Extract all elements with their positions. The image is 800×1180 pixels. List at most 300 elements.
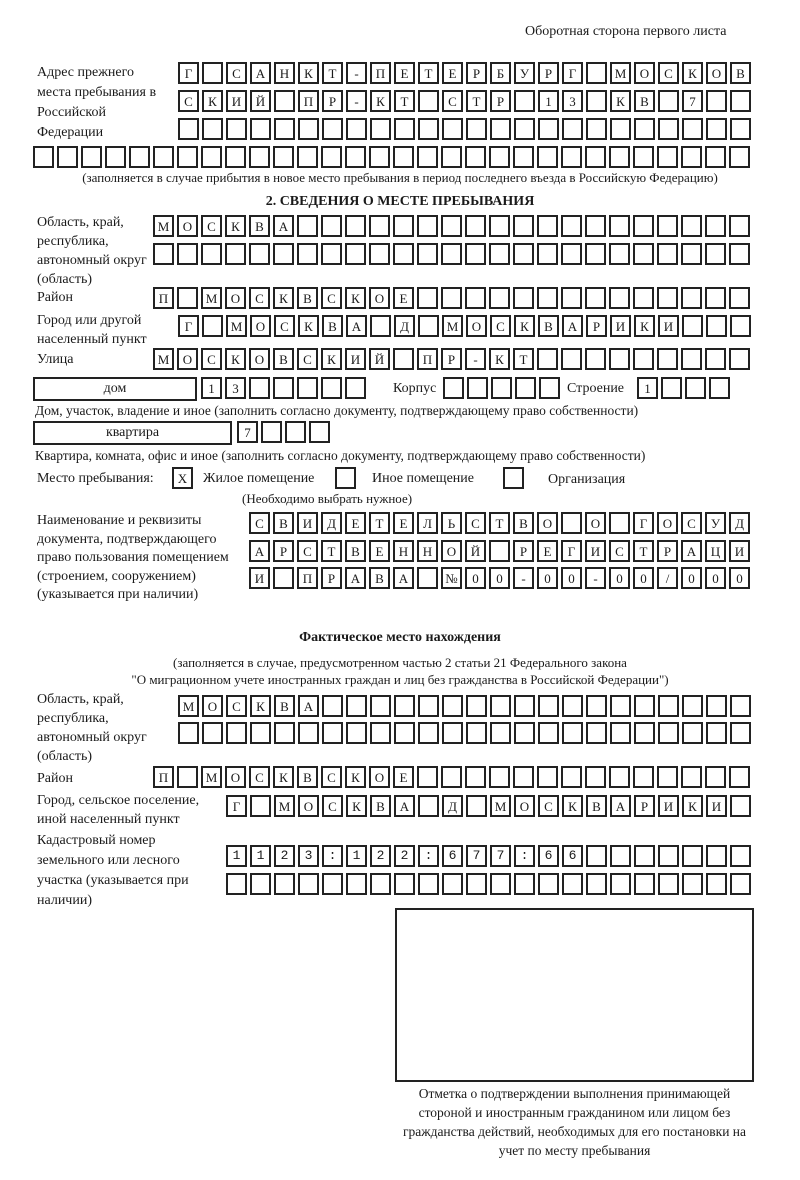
letter-cell[interactable]: 0 — [633, 567, 654, 589]
letter-cell[interactable] — [706, 873, 727, 895]
letter-cell[interactable] — [226, 722, 247, 744]
letter-cell[interactable]: Т — [633, 540, 654, 562]
place-option-checkbox-residential[interactable]: X — [172, 467, 193, 489]
letter-cell[interactable]: Г — [178, 62, 199, 84]
letter-cell[interactable] — [514, 873, 535, 895]
letter-cell[interactable] — [609, 287, 630, 309]
letter-cell[interactable]: М — [178, 695, 199, 717]
letter-cell[interactable] — [81, 146, 102, 168]
letter-cell[interactable]: О — [585, 512, 606, 534]
letter-cell[interactable]: К — [202, 90, 223, 112]
letter-cell[interactable] — [370, 873, 391, 895]
letter-cell[interactable] — [57, 146, 78, 168]
letter-cell[interactable] — [730, 873, 751, 895]
letter-cell[interactable] — [465, 215, 486, 237]
letter-cell[interactable] — [418, 118, 439, 140]
letter-cell[interactable]: Д — [321, 512, 342, 534]
letter-cell[interactable]: 0 — [465, 567, 486, 589]
letter-cell[interactable] — [466, 795, 487, 817]
letter-cell[interactable] — [105, 146, 126, 168]
letter-cell[interactable]: Г — [226, 795, 247, 817]
letter-cell[interactable]: Т — [369, 512, 390, 534]
letter-cell[interactable] — [585, 243, 606, 265]
letter-cell[interactable]: П — [417, 348, 438, 370]
letter-cell[interactable] — [585, 287, 606, 309]
letter-cell[interactable] — [661, 377, 682, 399]
letter-cell[interactable] — [153, 243, 174, 265]
letter-cell[interactable] — [682, 695, 703, 717]
letter-cell[interactable] — [418, 90, 439, 112]
house-number-row[interactable] — [201, 377, 366, 399]
letter-cell[interactable]: № — [441, 567, 462, 589]
letter-cell[interactable] — [586, 722, 607, 744]
letter-cell[interactable]: В — [370, 795, 391, 817]
letter-cell[interactable] — [586, 695, 607, 717]
letter-cell[interactable]: С — [249, 512, 270, 534]
letter-cell[interactable]: Ц — [705, 540, 726, 562]
letter-cell[interactable] — [202, 315, 223, 337]
letter-cell[interactable]: С — [681, 512, 702, 534]
letter-cell[interactable] — [514, 722, 535, 744]
letter-cell[interactable] — [369, 146, 390, 168]
letter-cell[interactable] — [609, 243, 630, 265]
letter-cell[interactable]: 1 — [637, 377, 658, 399]
letter-cell[interactable]: И — [345, 348, 366, 370]
letter-cell[interactable] — [321, 243, 342, 265]
letter-cell[interactable] — [610, 722, 631, 744]
letter-cell[interactable] — [633, 766, 654, 788]
letter-cell[interactable] — [681, 766, 702, 788]
letter-cell[interactable]: С — [442, 90, 463, 112]
letter-cell[interactable] — [177, 146, 198, 168]
letter-cell[interactable] — [466, 695, 487, 717]
letter-cell[interactable] — [201, 146, 222, 168]
letter-cell[interactable]: М — [274, 795, 295, 817]
letter-cell[interactable] — [538, 845, 559, 867]
letter-cell[interactable]: Г — [178, 315, 199, 337]
letter-cell[interactable] — [273, 377, 294, 399]
letter-cell[interactable]: О — [225, 766, 246, 788]
letter-cell[interactable] — [249, 377, 270, 399]
letter-cell[interactable]: В — [730, 62, 751, 84]
letter-cell[interactable] — [706, 722, 727, 744]
letter-cell[interactable]: В — [297, 287, 318, 309]
letter-cell[interactable]: 1 — [201, 377, 222, 399]
letter-cell[interactable] — [657, 146, 678, 168]
letter-cell[interactable] — [442, 845, 463, 867]
actual-region-row-1[interactable] — [178, 695, 751, 717]
letter-cell[interactable] — [418, 315, 439, 337]
letter-cell[interactable]: О — [441, 540, 462, 562]
letter-cell[interactable]: Т — [321, 540, 342, 562]
letter-cell[interactable] — [273, 146, 294, 168]
letter-cell[interactable] — [633, 287, 654, 309]
letter-cell[interactable] — [418, 795, 439, 817]
letter-cell[interactable]: П — [298, 90, 319, 112]
letter-cell[interactable] — [467, 377, 488, 399]
letter-cell[interactable]: В — [297, 766, 318, 788]
letter-cell[interactable]: Р — [321, 567, 342, 589]
letter-cell[interactable]: Р — [538, 62, 559, 84]
letter-cell[interactable]: Г — [561, 540, 582, 562]
document-row-3[interactable] — [249, 567, 750, 589]
letter-cell[interactable] — [633, 215, 654, 237]
letter-cell[interactable]: О — [369, 287, 390, 309]
letter-cell[interactable]: Т — [466, 90, 487, 112]
letter-cell[interactable]: 3 — [562, 90, 583, 112]
letter-cell[interactable] — [298, 873, 319, 895]
prev-address-row-2[interactable] — [178, 90, 751, 112]
actual-city-row[interactable] — [226, 795, 751, 817]
letter-cell[interactable]: 0 — [537, 567, 558, 589]
letter-cell[interactable] — [586, 118, 607, 140]
letter-cell[interactable]: Ь — [441, 512, 462, 534]
letter-cell[interactable]: Н — [417, 540, 438, 562]
letter-cell[interactable] — [537, 348, 558, 370]
letter-cell[interactable] — [730, 695, 751, 717]
letter-cell[interactable]: Г — [633, 512, 654, 534]
letter-cell[interactable] — [393, 146, 414, 168]
letter-cell[interactable] — [441, 146, 462, 168]
letter-cell[interactable] — [730, 118, 751, 140]
letter-cell[interactable] — [682, 873, 703, 895]
letter-cell[interactable] — [417, 287, 438, 309]
letter-cell[interactable]: А — [394, 795, 415, 817]
letter-cell[interactable] — [322, 873, 343, 895]
letter-cell[interactable] — [418, 722, 439, 744]
letter-cell[interactable] — [322, 845, 343, 867]
letter-cell[interactable]: К — [273, 287, 294, 309]
letter-cell[interactable] — [466, 873, 487, 895]
letter-cell[interactable] — [730, 845, 751, 867]
letter-cell[interactable]: В — [322, 315, 343, 337]
letter-cell[interactable] — [682, 315, 703, 337]
letter-cell[interactable]: Р — [466, 62, 487, 84]
letter-cell[interactable] — [610, 695, 631, 717]
letter-cell[interactable] — [586, 845, 607, 867]
letter-cell[interactable] — [321, 215, 342, 237]
letter-cell[interactable] — [346, 845, 367, 867]
letter-cell[interactable]: И — [729, 540, 750, 562]
letter-cell[interactable] — [345, 243, 366, 265]
letter-cell[interactable]: Н — [274, 62, 295, 84]
letter-cell[interactable]: И — [226, 90, 247, 112]
letter-cell[interactable] — [730, 315, 751, 337]
letter-cell[interactable]: А — [249, 540, 270, 562]
letter-cell[interactable] — [561, 215, 582, 237]
letter-cell[interactable]: / — [657, 567, 678, 589]
document-row-1[interactable] — [249, 512, 750, 534]
letter-cell[interactable] — [297, 146, 318, 168]
building-row[interactable] — [637, 377, 730, 399]
letter-cell[interactable] — [658, 845, 679, 867]
letter-cell[interactable] — [709, 377, 730, 399]
letter-cell[interactable] — [274, 118, 295, 140]
letter-cell[interactable]: М — [490, 795, 511, 817]
letter-cell[interactable]: М — [153, 215, 174, 237]
letter-cell[interactable] — [658, 90, 679, 112]
letter-cell[interactable]: С — [465, 512, 486, 534]
letter-cell[interactable] — [537, 215, 558, 237]
letter-cell[interactable]: П — [153, 766, 174, 788]
letter-cell[interactable]: О — [177, 348, 198, 370]
letter-cell[interactable] — [586, 62, 607, 84]
letter-cell[interactable]: М — [610, 62, 631, 84]
letter-cell[interactable] — [729, 243, 750, 265]
letter-cell[interactable]: С — [178, 90, 199, 112]
letter-cell[interactable] — [489, 287, 510, 309]
letter-cell[interactable] — [298, 845, 319, 867]
letter-cell[interactable] — [202, 118, 223, 140]
letter-cell[interactable] — [442, 695, 463, 717]
letter-cell[interactable]: Р — [322, 90, 343, 112]
letter-cell[interactable] — [730, 795, 751, 817]
letter-cell[interactable] — [465, 287, 486, 309]
letter-cell[interactable]: С — [321, 766, 342, 788]
letter-cell[interactable] — [706, 118, 727, 140]
letter-cell[interactable]: В — [273, 512, 294, 534]
letter-cell[interactable] — [153, 146, 174, 168]
letter-cell[interactable]: К — [634, 315, 655, 337]
letter-cell[interactable] — [297, 243, 318, 265]
letter-cell[interactable] — [610, 118, 631, 140]
letter-cell[interactable] — [609, 215, 630, 237]
letter-cell[interactable] — [682, 722, 703, 744]
letter-cell[interactable] — [730, 722, 751, 744]
letter-cell[interactable] — [250, 795, 271, 817]
actual-region-row-2[interactable] — [178, 722, 751, 744]
letter-cell[interactable]: О — [177, 215, 198, 237]
letter-cell[interactable]: Р — [513, 540, 534, 562]
letter-cell[interactable] — [322, 695, 343, 717]
letter-cell[interactable] — [515, 377, 536, 399]
letter-cell[interactable]: В — [513, 512, 534, 534]
letter-cell[interactable]: К — [250, 695, 271, 717]
letter-cell[interactable]: В — [634, 90, 655, 112]
letter-cell[interactable] — [250, 873, 271, 895]
letter-cell[interactable] — [418, 873, 439, 895]
letter-cell[interactable] — [490, 845, 511, 867]
letter-cell[interactable] — [633, 243, 654, 265]
letter-cell[interactable] — [465, 146, 486, 168]
letter-cell[interactable] — [538, 695, 559, 717]
letter-cell[interactable] — [393, 243, 414, 265]
letter-cell[interactable]: Т — [322, 62, 343, 84]
letter-cell[interactable]: О — [250, 315, 271, 337]
letter-cell[interactable] — [274, 722, 295, 744]
letter-cell[interactable] — [346, 722, 367, 744]
letter-cell[interactable]: М — [153, 348, 174, 370]
letter-cell[interactable]: С — [249, 287, 270, 309]
letter-cell[interactable] — [681, 243, 702, 265]
letter-cell[interactable]: Е — [537, 540, 558, 562]
letter-cell[interactable]: С — [274, 315, 295, 337]
letter-cell[interactable]: И — [658, 795, 679, 817]
letter-cell[interactable] — [370, 722, 391, 744]
letter-cell[interactable]: С — [226, 62, 247, 84]
letter-cell[interactable]: 7 — [237, 421, 258, 443]
letter-cell[interactable] — [442, 722, 463, 744]
letter-cell[interactable] — [489, 766, 510, 788]
letter-cell[interactable]: М — [442, 315, 463, 337]
letter-cell[interactable]: У — [514, 62, 535, 84]
letter-cell[interactable]: М — [201, 287, 222, 309]
letter-cell[interactable]: К — [298, 62, 319, 84]
letter-cell[interactable]: С — [201, 215, 222, 237]
letter-cell[interactable] — [539, 377, 560, 399]
letter-cell[interactable]: Р — [490, 90, 511, 112]
letter-cell[interactable]: О — [298, 795, 319, 817]
letter-cell[interactable] — [418, 695, 439, 717]
letter-cell[interactable]: О — [249, 348, 270, 370]
letter-cell[interactable]: К — [370, 90, 391, 112]
letter-cell[interactable] — [489, 243, 510, 265]
letter-cell[interactable] — [417, 243, 438, 265]
letter-cell[interactable] — [705, 766, 726, 788]
letter-cell[interactable] — [370, 315, 391, 337]
letter-cell[interactable] — [634, 118, 655, 140]
letter-cell[interactable]: С — [249, 766, 270, 788]
letter-cell[interactable] — [225, 243, 246, 265]
letter-cell[interactable]: А — [346, 315, 367, 337]
letter-cell[interactable] — [729, 146, 750, 168]
cadastre-row-1[interactable] — [226, 845, 761, 867]
letter-cell[interactable] — [609, 348, 630, 370]
letter-cell[interactable]: В — [586, 795, 607, 817]
letter-cell[interactable]: С — [609, 540, 630, 562]
letter-cell[interactable] — [705, 146, 726, 168]
letter-cell[interactable] — [466, 118, 487, 140]
letter-cell[interactable] — [345, 146, 366, 168]
letter-cell[interactable] — [658, 722, 679, 744]
letter-cell[interactable] — [681, 287, 702, 309]
letter-cell[interactable]: К — [514, 315, 535, 337]
letter-cell[interactable] — [657, 766, 678, 788]
letter-cell[interactable] — [657, 348, 678, 370]
letter-cell[interactable] — [537, 146, 558, 168]
letter-cell[interactable] — [177, 287, 198, 309]
letter-cell[interactable] — [346, 873, 367, 895]
letter-cell[interactable] — [513, 766, 534, 788]
letter-cell[interactable]: Й — [369, 348, 390, 370]
letter-cell[interactable] — [586, 90, 607, 112]
letter-cell[interactable] — [634, 845, 655, 867]
letter-cell[interactable] — [417, 766, 438, 788]
letter-cell[interactable] — [226, 873, 247, 895]
letter-cell[interactable]: С — [658, 62, 679, 84]
letter-cell[interactable]: А — [273, 215, 294, 237]
letter-cell[interactable] — [681, 348, 702, 370]
letter-cell[interactable]: К — [682, 62, 703, 84]
letter-cell[interactable] — [489, 540, 510, 562]
letter-cell[interactable]: В — [538, 315, 559, 337]
letter-cell[interactable]: С — [201, 348, 222, 370]
letter-cell[interactable]: Т — [489, 512, 510, 534]
letter-cell[interactable] — [681, 215, 702, 237]
letter-cell[interactable] — [250, 845, 271, 867]
letter-cell[interactable] — [634, 722, 655, 744]
letter-cell[interactable]: В — [369, 567, 390, 589]
letter-cell[interactable] — [418, 845, 439, 867]
letter-cell[interactable] — [226, 118, 247, 140]
letter-cell[interactable] — [33, 146, 54, 168]
letter-cell[interactable] — [489, 215, 510, 237]
letter-cell[interactable] — [706, 695, 727, 717]
letter-cell[interactable]: - — [465, 348, 486, 370]
region-row-1[interactable] — [153, 215, 750, 237]
letter-cell[interactable] — [705, 215, 726, 237]
letter-cell[interactable] — [369, 215, 390, 237]
letter-cell[interactable]: И — [706, 795, 727, 817]
letter-cell[interactable]: К — [273, 766, 294, 788]
letter-cell[interactable]: С — [226, 695, 247, 717]
letter-cell[interactable] — [250, 722, 271, 744]
letter-cell[interactable]: Д — [729, 512, 750, 534]
letter-cell[interactable]: Е — [345, 512, 366, 534]
letter-cell[interactable]: В — [273, 348, 294, 370]
letter-cell[interactable] — [226, 845, 247, 867]
letter-cell[interactable] — [514, 695, 535, 717]
letter-cell[interactable] — [609, 146, 630, 168]
letter-cell[interactable] — [177, 766, 198, 788]
letter-cell[interactable] — [490, 118, 511, 140]
letter-cell[interactable]: М — [226, 315, 247, 337]
letter-cell[interactable]: К — [346, 795, 367, 817]
letter-cell[interactable] — [585, 215, 606, 237]
letter-cell[interactable]: Р — [441, 348, 462, 370]
letter-cell[interactable]: В — [345, 540, 366, 562]
letter-cell[interactable]: К — [225, 348, 246, 370]
letter-cell[interactable]: О — [537, 512, 558, 534]
letter-cell[interactable] — [394, 695, 415, 717]
letter-cell[interactable]: Р — [657, 540, 678, 562]
letter-cell[interactable]: П — [370, 62, 391, 84]
letter-cell[interactable]: Р — [634, 795, 655, 817]
letter-cell[interactable] — [538, 873, 559, 895]
letter-cell[interactable] — [537, 766, 558, 788]
letter-cell[interactable]: О — [466, 315, 487, 337]
letter-cell[interactable] — [442, 873, 463, 895]
letter-cell[interactable] — [201, 243, 222, 265]
letter-cell[interactable]: А — [250, 62, 271, 84]
letter-cell[interactable]: 3 — [225, 377, 246, 399]
letter-cell[interactable] — [443, 377, 464, 399]
letter-cell[interactable] — [394, 873, 415, 895]
letter-cell[interactable] — [370, 118, 391, 140]
letter-cell[interactable] — [633, 146, 654, 168]
letter-cell[interactable] — [249, 146, 270, 168]
letter-cell[interactable] — [513, 243, 534, 265]
letter-cell[interactable] — [681, 146, 702, 168]
letter-cell[interactable] — [514, 118, 535, 140]
letter-cell[interactable]: Т — [418, 62, 439, 84]
letter-cell[interactable] — [633, 348, 654, 370]
letter-cell[interactable] — [394, 118, 415, 140]
letter-cell[interactable] — [562, 873, 583, 895]
letter-cell[interactable] — [658, 695, 679, 717]
letter-cell[interactable] — [298, 722, 319, 744]
letter-cell[interactable] — [345, 215, 366, 237]
letter-cell[interactable] — [177, 243, 198, 265]
letter-cell[interactable] — [634, 695, 655, 717]
letter-cell[interactable]: Р — [273, 540, 294, 562]
letter-cell[interactable] — [729, 766, 750, 788]
letter-cell[interactable]: Д — [442, 795, 463, 817]
letter-cell[interactable]: 0 — [681, 567, 702, 589]
letter-cell[interactable] — [490, 873, 511, 895]
letter-cell[interactable]: Л — [417, 512, 438, 534]
letter-cell[interactable]: С — [490, 315, 511, 337]
